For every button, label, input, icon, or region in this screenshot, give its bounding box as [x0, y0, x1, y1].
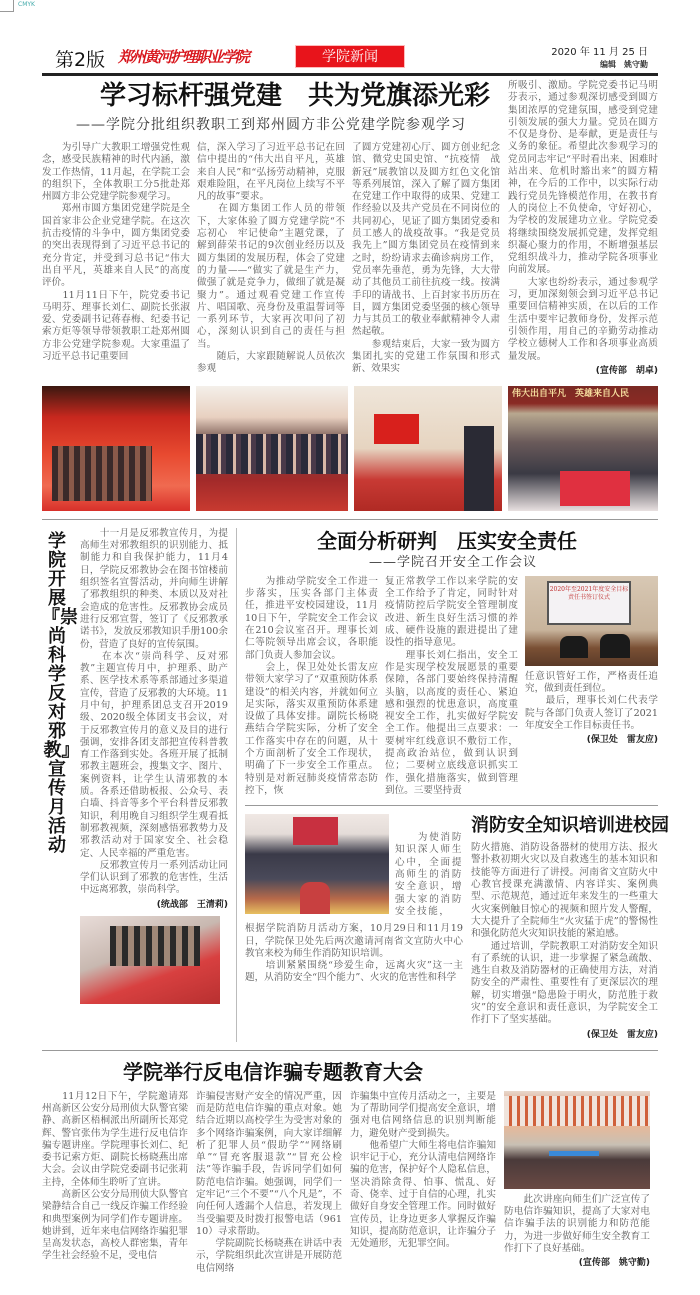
article1-subtitle: ——学院分批组织教职工到郑州圆方非公党建学院参观学习: [76, 117, 466, 133]
photo-assembly: [504, 1091, 650, 1189]
article2-credit: (统战部 王清莉): [156, 899, 228, 910]
article1-credit: (宣传部 胡卓): [595, 365, 658, 376]
article1-title: 学习标杆强党建 共为党旗添光彩: [100, 81, 491, 111]
article5-column-4: 此次讲座向师生们广泛宣传了防电信诈骗知识，提高了大家对电信诈骗手法的识别能力和防范能力，为进一步做好师生安全教育工作打下了良好基础。: [504, 1193, 650, 1254]
article5-credit: (宣传部 姚守勤): [578, 1258, 650, 1269]
article3-credit: (保卫处 雷友应): [586, 735, 658, 746]
section-badge: 学院新闻: [295, 45, 405, 68]
article4-title: 消防安全知识培训进校园: [471, 815, 669, 837]
article4-intro: 为使消防知识深人师生心中，全面提高师生的消防安全意识，增强大家的消防安全技能，: [395, 832, 463, 917]
photo-safety-signing: [525, 576, 658, 666]
divider: [42, 1050, 658, 1051]
article4-right: [471, 814, 669, 1041]
article5-columns: [42, 1091, 658, 1275]
article3-columns: [245, 576, 658, 797]
article3-side: [525, 576, 658, 747]
right-stack: [245, 528, 669, 1042]
issue-date: 2020 年 11 月 25 日: [551, 47, 648, 58]
article5-column-1: 11月12日下午，学院邀请郑州高新区公安分局刑侦大队警官梁静、高新区梧桐派出所副所长郑党辉、警官张伟为学生进行反电信诈骗专题讲座。学院理事长刘仁、纪委书记索方炬、副院长杨晓燕出席大会。会议由学院党委副书记张莉主持，全体师生聆听了宣讲。 高新区公安分局刑侦大队警官梁静结合自己一线反诈骗工作经验和典型案例为同学们作专题讲座。她讲到，近年来电信网络诈骗犯罪呈高发状态，高校人群密集，青年学生社会经验不足，受电信: [42, 1090, 188, 1262]
edition-number: 第2版: [55, 49, 106, 71]
article4-column-1: 根据学院消防月活动方案，10月29日和11月19日，学院保卫处先后两次邀请河南省文宣防火中心教官来校为师生作消防知识培训。 培训紧紧围绕“珍爱生命，远离火灾”这一主题，从消防安全“四个能力”、火灾的危害性和科学: [245, 923, 463, 984]
article1-photos: [42, 386, 658, 511]
school-logo: 郑州黄河护理职业学院: [118, 48, 249, 66]
article4: [245, 814, 669, 1041]
divider: [42, 519, 658, 520]
print-mark: [0, 0, 14, 12]
article4-top: [245, 814, 463, 918]
photo-lecture-hall: [196, 386, 348, 511]
article5-side: [504, 1091, 650, 1270]
photo-exhibition-hall: [42, 386, 190, 511]
photo-banner-text: 伟大出自平凡 英雄来自人民: [512, 388, 630, 399]
article5-column-3: 诈骗集中宣传月活动之一，主要是为了帮助同学们提高安全意识，增强对电信网络信息的识别判断能力，避免财产受到损失。 他希望广大师生将电信诈骗知识牢记于心，充分认清电信网络诈骗的危害，保护好个人隐私信息，坚决消除贪得、怕事、慌乱、好奇、侥幸、过于自信的心理，扎实做好自身安全管理工作。同时做好宣传员，让身边更多人掌握反诈骗知识，提高防范意识，让诈骗分子无处遁形，无犯罪空间。: [350, 1090, 496, 1250]
photo-screen-text: 2020年至2021年度安全目标责任书签订仪式: [547, 581, 631, 625]
article3-column-3: 任意识管好工作，严格责任追究，做到责任到位。 最后，理事长刘仁代表学院与各部门负责人签订了2021年度安全工作目标责任书。: [525, 670, 658, 732]
article1-side: [508, 80, 658, 378]
article3-subtitle: ——学院召开安全工作会议: [369, 554, 538, 570]
article1: [42, 80, 658, 378]
article3-column-1: 为推动学院安全工作进一步落实，压实各部门主体责任，推进平安校园建设，11月10日下午，学院安全工作会议在210会议室召开。理事长刘仁等院领导出席会议，各职能部门负责人参加会议。 会上，保卫处处长雷友应带领大家学习了“双重预防体系建设”的相关内容，并就如何立足实际，落实双重预防体系建设做了具体安排。副院长杨晓燕结合学院实际，分析了安全工作落实中存在的问题，从十个方面剖析了安全工作现状，明确了下一步安全工作重点。特别是对新冠肺炎疫情常态防控下，恢: [245, 575, 378, 796]
article1-column-1: 为引导广大教职工增强党性观念，感受民族精神的时代内涵，激发工作热情，11月起，在学院工会的组织下，全体教职工分5批赴郑州圆方非公党建学院参观学习。 郑州市圆方集团党建学院是全国首家非公企业党建学院。在这次抗击疫情的斗争中，圆方集团党委的突出表现得到了习近平总书记的充分肯定，并受到习总书记“伟大出自平凡，英雄来自人民”的高度评价。 11月11日下午，院党委书记马明芬、理事长刘仁、副院长张淑爱、党委副书记蒋春梅、纪委书记索方炬等领导带领教职工赴郑州圆方非公党建学院参观。大家重温了习近平总书记重要回: [42, 142, 190, 363]
photo-group: [508, 386, 658, 511]
article4-credit: (保卫处 雷友应): [586, 1029, 658, 1040]
article1-main: [42, 80, 500, 376]
article2-body: 十一月是反邪教宣传月，为提高师生对邪教组织的识别能力、抵制能力和自我保护能力，11月4日，学院反邪教协会在图书馆楼前组织签名宣誓活动，并向师生讲解了邪教组织的种类、本质以及对社会造成的危害性。反邪教协会成员进行反邪宣誓，签订了《反邪教承诺书》，发放反邪教知识手册100余份，营造了良好的宣传氛围。 在本次“崇尚科学、反对邪教”主题宣传月中，护理系、助产系、医学技术系等系部通过多渠道宣传，营造了反邪教的大环境。11月中旬，护理系团总支召开2019级、2020级全体团支书会议，对于反邪教宣传月的意义及目的进行强调，安排各团支部把宣传科普教育工作落到实处。各班开展了抵制邪教主题班会，搜集文字、图片、案例资料，让学生认清邪教的本质。各系还借助板报、公众号、表白墙、抖音等多个平台科普反邪教知识，利用晚自习组织学生观看抵制邪教视频，深刻感悟邪教势力及邪教活动对于国家安全、社会稳定、人民幸福的严重危害。 反邪教宣传月一系列活动让同学们认识到了邪教的危害性，生活中远离邪教，崇尚科学。: [80, 527, 228, 896]
middle-section: [42, 527, 669, 1042]
article2-title: 学院开展『崇尚科学 反对邪教』宣传月活动: [42, 530, 84, 856]
photo-flag-oath: [354, 386, 502, 511]
article1-column-4: 所吸引、激励。学院党委书记马明芬表示，通过参观深切感受到圆方集团浓厚的党建氛围，感受到党建引领发展的强大力量。党员在圆方不仅是身份、是奉献，更是责任与义务的象征。希望此次参观学习的党员同志牢记“平时看出来、困难时站出来、危机时豁出来”的圆方精神，在今后的工作中，以实际行动践行党员先锋模范作用，在教书育人的岗位上不负使命，守好初心，为学校的发展建功立业。学院党委将继续围绕发展抓党建，发挥党组织凝心聚力的作用，不断增强基层党组织战斗力，推动学院各项事业向前发展。 大家也纷纷表示，通过参观学习，更加深刻领会到习近平总书记重要回信精神实质，在以后的工作生活中要牢记教师身份，发挥示范引领作用，用自己的辛勤劳动推动学校立德树人工作和各项事业高质量发展。: [508, 80, 658, 362]
article5-title: 学院举行反电信诈骗专题教育大会: [123, 1059, 423, 1084]
page-content: [42, 0, 669, 1295]
divider: [245, 805, 658, 806]
editor-line: 编辑 姚守勤: [600, 60, 648, 69]
article1-column-3: 了圆方党建初心厅、圆方创业纪念馆、微党史国史馆、“抗疫情 战新冠”展教馆以及圆方红色文化馆等系列展馆，深入了解了圆方集团在党建工作中取得的成果、党建工作经验以及共产党员在不同岗位的共同初心，见证了圆方集团党委和员工感人的战疫故事。“我是党员我先上”圆方集团党员在疫情到来之时，纷纷请求去确诊病房工作，党员率先垂范，勇为先锋，大大带动了其他员工前往抗疫一线。按满手印的请战书、上百封家书历历在目，圆方集团党委坚强的核心领导力与其员工的敬业奉献精神令人肃然起敬。 参观结束后，大家一致为圆方集团扎实的党建工作氛围和形式新、效果实: [352, 142, 500, 375]
photo-signing-banner: [80, 916, 220, 1004]
photo-fire-training: [245, 814, 389, 914]
article2: [80, 528, 228, 1004]
article3-title: 全面分析研判 压实安全责任: [317, 528, 577, 553]
article5-column-2: 诈骗侵害财产安全的情况严重，因而是防范电信诈骗的重点对象。她结合近期以高校学生为受害对象的多个网络诈骗案例，向大家详细解析了犯罪人员“假助学”“网络刷单”“冒充客服退款”“冒充公检法”等诈骗手段，告诉同学们如何防范电信诈骗。她强调，同学们一定牢记“三个不要”“八个凡是”，不向任何人透漏个人信息，若发现上当受骗要及时拨打报警电话（96110）寻求帮助。 学院副院长杨晓燕在讲话中表示，学院组织此次宣讲是开展防范电信网络: [196, 1090, 342, 1274]
article1-columns: [42, 142, 500, 376]
article3-column-2: 复正常教学工作以来学院的安全工作给予了肯定，同时针对疫情防控后学院安全管理制度改进、新生良好生活习惯的养成、硬件设施的跟进提出了建设性的指导意见。 理事长刘仁指出，安全工作是实现学校发展愿景的重要保障，各部门要始终保持清醒头脑，以高度的责任心、紧迫感和强烈的忧患意识，高度重视安全工作，扎实做好学院安全工作。他提出三点要求：一要树牢红线意识不敷衍工作，提高政治站位，做到认识到位；二要树立底线意识抓实工作，强化措施落实，做到管理到位。三要坚持责: [385, 575, 518, 796]
article1-column-2: 信，深入学习了习近平总书记在回信中提出的“伟大出自平凡，英雄来自人民”和“弘扬劳动精神，克服艰难险阻，在平凡岗位上续写不平凡的故事”要求。 在圆方集团工作人员的带领下，大家体验了圆方党建学院“不忘初心 牢记使命”主题党课，了解到薛荣书记的9次创业经历以及圆方集团的发展历程，体会了党建的力量——“做实了就是生产力，做强了就是竞争力，做细了就是凝聚力”。通过观看党建工作宣传片、唱国歌、亮身份及重温誓词等一系列环节，大家再次叩问了初心，深刻认识到自己的责任与担当。 随后，大家跟随解说人员依次参观: [197, 142, 345, 375]
article4-left: [245, 814, 463, 985]
vertical-divider: [236, 528, 237, 1042]
article4-column-2: 防火措施、消防设备器材的使用方法、报火警扑救初期火灾以及自救逃生的基本知识和技能等方面进行了讲授。河南省文宣防火中心教官授课充满激情、内容详实、案例典型、示范规范，通过近年来发生的一些重大火灾案例触目惊心的视频和照片发人警醒，大大提升了全院师生“火灾猛于虎”的警惕性和强化防范火灾知识技能的紧迫感。 通过培训，学院教职工对消防安全知识有了系统的认识，进一步掌握了紧急疏散、逃生自救及消防器材的正确使用方法，对消防安全的严肃性、重要性有了更深层次的理解，切实增强“隐患险于明火，防范胜于救灾”的安全意识和责任意识，为学院安全工作打下了坚实基础。: [471, 842, 658, 1026]
cmyk-mark: CMYK: [18, 1, 35, 8]
